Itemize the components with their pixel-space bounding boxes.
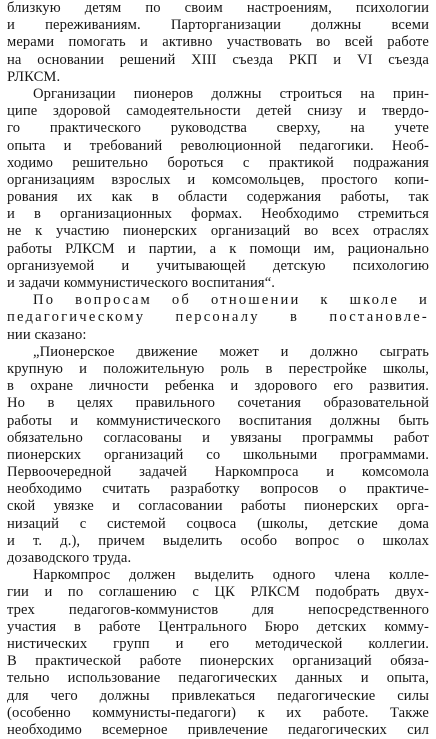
text-line: По вопросам об отношении к школе и: [33, 292, 429, 309]
text-line: дозаводского труда.: [7, 550, 132, 566]
text-line: в охране личности ребенка и здорового его развития.: [7, 378, 429, 395]
text-line: нистических групп и его методической коллегии.: [7, 635, 429, 652]
text-line: го практического руководства сверху, на учете: [7, 120, 429, 137]
text-line: для чего должны привлекаться педагогические силы: [7, 687, 429, 704]
text-line: тельно использование педагогических данных и опыта,: [7, 670, 429, 687]
text-line: крупную и положительную роль в перестройке школы,: [7, 360, 429, 377]
text-line: пионерских организаций со школьными программами.: [7, 446, 429, 463]
text-line: и т. д.), причем выделить особо вопрос о школах: [7, 532, 429, 549]
text-line: и в организационных формах. Необходимо стремиться: [7, 206, 429, 223]
text-line: трех педагогов-коммунистов для непосредственного: [7, 601, 429, 618]
text-line: организациям взрослых и комсомольцев, простого копи-: [7, 171, 429, 188]
text-line: близкую детям по своим настроениям, психологии: [7, 0, 429, 16]
text-line: необходимо считать разработку вопросов о практиче-: [7, 481, 429, 498]
text-line: мерами помогать и активно участвовать во всей работе: [7, 34, 429, 51]
text-line: нии сказано:: [7, 326, 87, 343]
text-line: гии и по соглашению с ЦК РЛКСМ подобрать двух-: [7, 584, 429, 601]
text-line: участия в работе Центрального Бюро детских комму-: [7, 618, 429, 635]
text-line: педагогическому персоналу в постановле-: [7, 309, 429, 326]
text-line: Первоочередной задачей Наркомпроса и комсомола: [7, 464, 429, 481]
text-line: Наркомпрос должен выделить одного члена колле-: [33, 567, 429, 584]
text-line: рования их как в области содержания работы, так: [7, 189, 429, 206]
text-line: РЛКСМ.: [7, 68, 61, 85]
text-line: низаций с системой соцвоса (школы, детские дома: [7, 515, 429, 532]
text-line: работы РЛКСМ и партии, а к помощи им, рационально: [7, 240, 429, 257]
text-line: работы и коммунистического воспитания должны быть: [7, 412, 429, 429]
text-line: необходимо всемерное привлечение педагогических сил: [7, 721, 429, 738]
text-line: „Пионерское движение может и должно сыграть: [33, 343, 429, 360]
text-line: (особенно коммунисты-педагоги) к их работе. Также: [7, 704, 429, 721]
text-line: обязательно согласованы и увязаны программы работ: [7, 429, 429, 446]
text-line: и переживаниям. Парторганизации должны всеми: [7, 17, 429, 34]
text-line: ципе здоровой самодеятельности детей снизу и твердо-: [7, 103, 429, 120]
document-page: [7, 0, 429, 739]
text-line: не к участию пионерских организаций во всех отраслях: [7, 223, 429, 240]
text-line: и задачи коммунистического воспитания“.: [7, 275, 276, 291]
text-line: Но в целях правильного сочетания образовательной: [7, 395, 429, 412]
text-line: организуемой и учитывающей детскую психологию: [7, 257, 429, 274]
text-line: Организации пионеров должны строиться на прин-: [33, 85, 429, 102]
text-line: В практической работе пионерских организаций обяза-: [7, 653, 429, 670]
text-line: ходимо решительно бороться с практикой подражания: [7, 154, 429, 171]
text-line: на основании решений XIII съезда РКП и VI съезда: [7, 51, 429, 68]
text-line: опыта и требований революционной педагогики. Необ-: [7, 137, 429, 154]
text-line: ской увязке и согласовании работы пионерских орга-: [7, 498, 429, 515]
